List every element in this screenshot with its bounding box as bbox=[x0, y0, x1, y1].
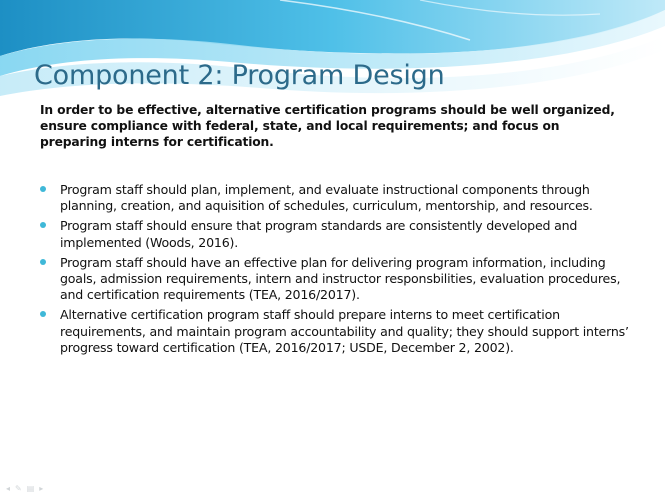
bullet-dot-icon bbox=[40, 186, 46, 192]
bullet-dot-icon bbox=[40, 311, 46, 317]
bullet-text: Program staff should plan, implement, and evaluate instructional components through planning, creation, and aquisition of schedules, curriculum, mentorship, and resources. bbox=[60, 182, 593, 214]
bullet-item bbox=[40, 255, 632, 304]
menu-icon[interactable]: ▤ bbox=[26, 484, 35, 493]
pen-icon[interactable]: ✎ bbox=[15, 484, 22, 493]
bullet-text: Alternative certification program staff should prepare interns to meet certification requirements, and maintain program accountability and quality; they should support interns’ progress toward certification (TEA, 2016/2017; USDE, December 2, 2002). bbox=[60, 307, 629, 355]
slideshow-controls bbox=[6, 484, 43, 494]
bullet-text: Program staff should ensure that program standards are consistently developed and implemented (Woods, 2016). bbox=[60, 218, 578, 250]
previous-icon[interactable]: ◂ bbox=[6, 484, 11, 493]
slide-title: Component 2: Program Design bbox=[34, 60, 445, 91]
bullet-dot-icon bbox=[40, 222, 46, 228]
bullet-item bbox=[40, 307, 632, 356]
intro-paragraph: In order to be effective, alternative certification programs should be well organized, ensure compliance with federal, state, and local requirements; and focus on preparing interns for certification. bbox=[40, 103, 615, 149]
bullet-list bbox=[40, 182, 632, 360]
bullet-text: Program staff should have an effective plan for delivering program information, including goals, admission requirements, intern and instructor responsbilities, evaluation procedures, and certification requirements (TEA, 2016/2017). bbox=[60, 254, 621, 303]
next-icon[interactable]: ▸ bbox=[39, 484, 44, 493]
bullet-dot-icon bbox=[40, 259, 46, 265]
bullet-item bbox=[40, 182, 632, 214]
header-wave-decoration bbox=[0, 0, 665, 110]
bullet-item bbox=[40, 218, 632, 250]
